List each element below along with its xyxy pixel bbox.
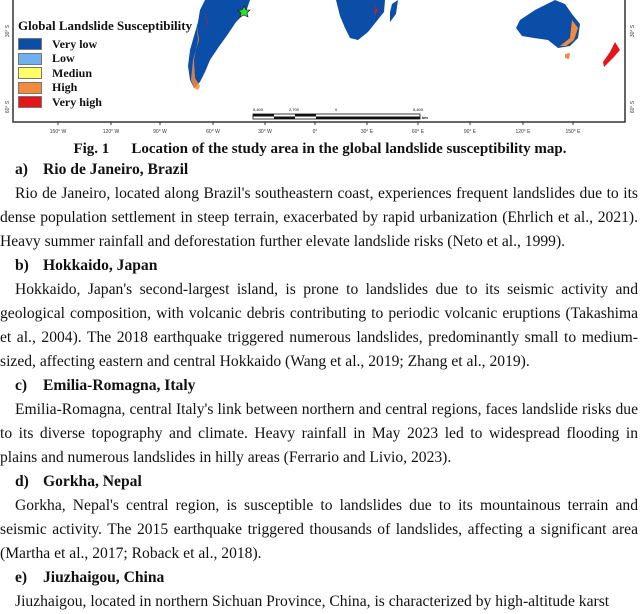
section-number: e) (15, 569, 28, 586)
scale-unit: km (422, 115, 428, 120)
longitude-axis (50, 122, 581, 135)
section-heading (15, 158, 638, 182)
lon-tick-label: 30° E (360, 129, 374, 135)
legend-label: High (52, 80, 78, 95)
lon-tick-label: 90° E (463, 129, 477, 135)
lat-tick-label: 60° S (630, 100, 636, 114)
legend-items (18, 37, 192, 110)
legend-item (18, 66, 192, 81)
legend-swatch (18, 38, 42, 50)
section-heading (15, 374, 638, 398)
lon-tick-label: 30° W (258, 129, 272, 135)
legend-label: Very high (52, 94, 102, 109)
section-paragraph: Rio de Janeiro, located along Brazil's southeastern coast, experiences frequent landslides due to its dense population settlement in steep terrain, exacerbated by rapid urbanization (Ehrlich et al., 2021). Heavy summer rainfall and deforestation further elevate landslide risks (Neto et al., 1999). (0, 185, 638, 250)
legend-title: Global Landslide Susceptibility (18, 18, 193, 33)
legend-item (18, 95, 192, 110)
lon-tick-label: 0° (312, 129, 318, 135)
section-title: Hokkaido, Japan (43, 257, 158, 274)
lat-tick-label: 30° S (5, 24, 11, 38)
section-paragraph: Hokkaido, Japan's second-largest island, is prone to landslides due to its seismic activity and geological composition, with volcanic debris contributing to periodic volcanic eruptions (Takashima et al., 2004). The 2018 earthquake triggered numerous landslides, predominantly small to medium-sized, affecting eastern and central Hokkaido (Wang et al., 2019; Zhang et al., 2019). (0, 281, 638, 370)
section-heading (15, 566, 638, 590)
scale-label: 5,400 (413, 107, 424, 112)
section-number: d) (15, 473, 29, 490)
legend-swatch (18, 96, 42, 108)
legend-item (18, 52, 192, 67)
legend-item (18, 37, 192, 52)
legend-label: Very low (52, 36, 98, 51)
section-number: a) (15, 161, 28, 178)
lon-tick-label: 150° W (49, 129, 67, 135)
section-heading (15, 470, 638, 494)
scale-label: 5,400 (253, 107, 264, 112)
lon-tick-label: 120° W (102, 129, 120, 135)
figure-caption-text: Location of the study area in the global landslide susceptibility map. (131, 141, 567, 157)
section-number: c) (15, 377, 28, 394)
map-legend (18, 18, 192, 110)
legend-swatch (18, 82, 42, 94)
legend-label: Mediun (52, 65, 93, 80)
lon-tick-label: 60° E (411, 129, 425, 135)
lon-tick-label: 90° W (153, 129, 167, 135)
lat-tick-label: 60° S (5, 100, 11, 114)
legend-label: Low (52, 51, 75, 66)
figure-number: Fig. 1 (73, 141, 110, 157)
section-paragraph: Gorkha, Nepal's central region, is susceptible to landslides due to its mountainous terrain and seismic activity. The 2015 earthquake triggered thousands of landslides, affecting a significant area (Martha et al., 2017; Roback et al., 2018). (0, 497, 638, 562)
lat-tick-label: 30° S (630, 24, 636, 38)
legend-swatch (18, 67, 42, 79)
lon-tick-label: 150° E (565, 129, 581, 135)
section-title: Emilia-Romagna, Italy (43, 377, 196, 394)
section-title: Rio de Janeiro, Brazil (43, 161, 189, 178)
legend-swatch (18, 53, 42, 65)
scale-label: 0 (335, 107, 338, 112)
body-text (0, 158, 638, 614)
section-paragraph: Jiuzhaigou, located in northern Sichuan Province, China, is characterized by high-altitude karst (15, 593, 610, 610)
lon-tick-label: 120° E (515, 129, 531, 135)
section-title: Gorkha, Nepal (43, 473, 142, 490)
section-title: Jiuzhaigou, China (43, 569, 165, 586)
lon-tick-label: 60° W (206, 129, 220, 135)
scale-label: 2,700 (289, 107, 300, 112)
figure-caption (0, 141, 640, 158)
section-number: b) (15, 257, 29, 274)
section-paragraph: Emilia-Romagna, central Italy's link between northern and central regions, faces landslide risks due to its diverse topography and climate. Heavy rainfall in May 2023 led to widespread flooding in plains and numerous landslides in hilly areas (Ferrario and Livio, 2023). (0, 401, 638, 466)
section-heading (15, 254, 638, 278)
legend-item (18, 81, 192, 96)
